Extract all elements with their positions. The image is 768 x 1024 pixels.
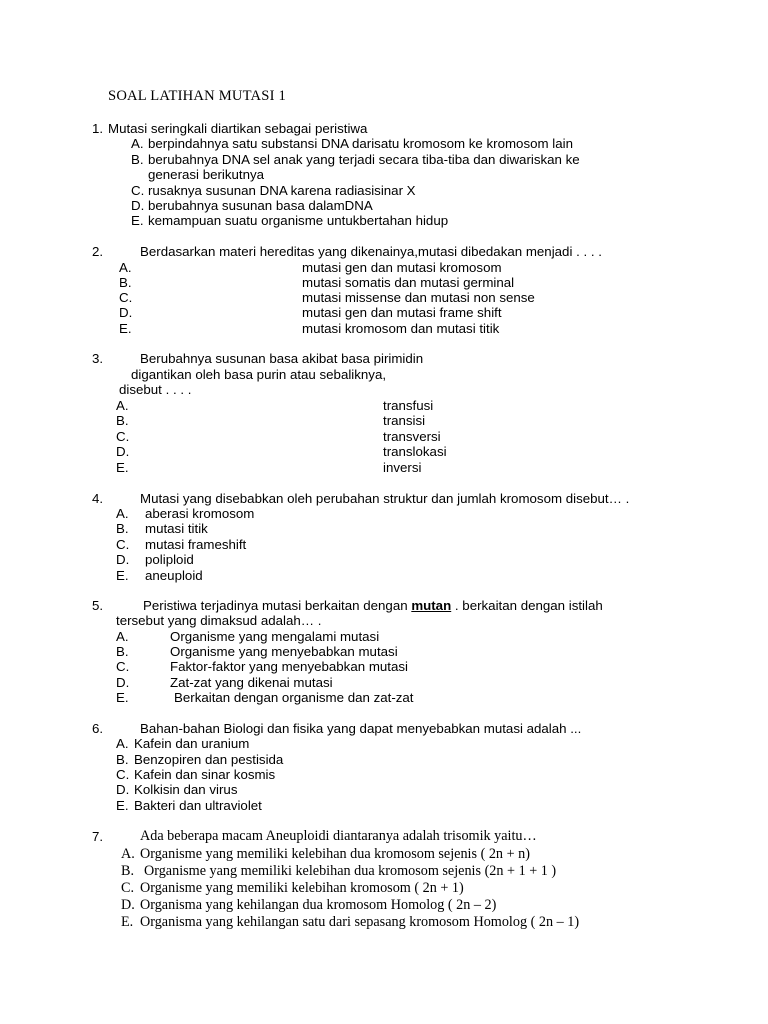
option-letter: D. [119, 305, 133, 320]
option-text: Kafein dan sinar kosmis [134, 767, 276, 782]
option-text: rusaknya susunan DNA karena radiasisinar X [148, 183, 416, 198]
option-text: mutasi gen dan mutasi kromosom [302, 260, 502, 275]
option-letter: B. [119, 275, 132, 290]
option-text: transfusi [383, 398, 434, 413]
question-text-continued: digantikan oleh basa purin atau sebaliknya, [131, 367, 387, 382]
question-text [143, 598, 603, 613]
option-text: transversi [383, 429, 441, 444]
option-letter: A. [131, 136, 144, 151]
option-text: mutasi missense dan mutasi non sense [302, 290, 535, 305]
option-letter: D. [116, 675, 130, 690]
option-text: aberasi kromosom [145, 506, 255, 521]
option-letter: A. [116, 398, 129, 413]
option-letter: A. [121, 846, 135, 862]
option-letter: E. [119, 321, 132, 336]
question-text: Berubahnya susunan basa akibat basa pirimidin [140, 351, 424, 366]
option-text: Organisme yang memiliki kelebihan dua kromosom sejenis (2n + 1 + 1 ) [144, 863, 557, 879]
option-letter: B. [116, 521, 129, 536]
question-text-part: Peristiwa terjadinya mutasi berkaitan dengan [143, 598, 412, 613]
option-letter: E. [116, 460, 129, 475]
option-text: Kafein dan uranium [134, 736, 250, 751]
option-letter: A. [116, 736, 129, 751]
option-letter: C. [116, 659, 130, 674]
option-text: mutasi titik [145, 521, 208, 536]
option-text: Organisme yang memiliki kelebihan kromosom ( 2n + 1) [140, 880, 464, 896]
question-number: 2. [92, 244, 104, 259]
option-letter: A. [119, 260, 132, 275]
option-text: Benzopiren dan pestisida [134, 752, 284, 767]
question-text-part: . berkaitan dengan istilah [451, 598, 603, 613]
option-text: translokasi [383, 444, 447, 459]
option-letter: A. [116, 629, 129, 644]
option-letter: E. [131, 213, 144, 228]
option-letter: D. [116, 444, 130, 459]
option-text: Organisme yang memiliki kelebihan dua kromosom sejenis ( 2n + n) [140, 846, 530, 862]
option-text: inversi [383, 460, 422, 475]
option-letter: C. [116, 767, 130, 782]
question-number: 1. [92, 121, 104, 136]
option-letter: B. [131, 152, 144, 167]
option-letter: B. [116, 644, 129, 659]
option-letter: E. [116, 568, 129, 583]
option-text: Zat-zat yang dikenai mutasi [170, 675, 333, 690]
option-text: mutasi frameshift [145, 537, 247, 552]
option-text: mutasi somatis dan mutasi germinal [302, 275, 515, 290]
question-text: Mutasi seringkali diartikan sebagai peristiwa [108, 121, 368, 136]
option-text: berubahnya susunan basa dalamDNA [148, 198, 373, 213]
option-text: Faktor-faktor yang menyebabkan mutasi [170, 659, 408, 674]
option-letter: E. [116, 690, 129, 705]
option-text: Kolkisin dan virus [134, 782, 238, 797]
option-text: mutasi kromosom dan mutasi titik [302, 321, 500, 336]
option-letter: C. [121, 880, 135, 896]
option-letter: E. [121, 914, 134, 930]
option-letter: A. [116, 506, 129, 521]
option-letter: C. [119, 290, 133, 305]
option-text: Organisma yang kehilangan dua kromosom Homolog ( 2n – 2) [140, 897, 497, 913]
question-number: 7. [92, 829, 104, 844]
option-text: poliploid [145, 552, 194, 567]
option-text: Bakteri dan ultraviolet [134, 798, 262, 813]
question-text-continued: disebut . . . . [119, 382, 192, 397]
question-text-continued: tersebut yang dimaksud adalah… . [116, 613, 322, 628]
question-number: 4. [92, 491, 104, 506]
option-text: kemampuan suatu organisme untukbertahan hidup [148, 213, 449, 228]
option-letter: E. [116, 798, 129, 813]
question-text: Ada beberapa macam Aneuploidi diantaranya adalah trisomik yaitu… [140, 828, 537, 844]
page-title: SOAL LATIHAN MUTASI 1 [108, 88, 287, 104]
option-letter: B. [116, 413, 129, 428]
question-number: 3. [92, 351, 104, 366]
option-letter: B. [116, 752, 129, 767]
option-letter: D. [116, 782, 130, 797]
option-letter: C. [116, 429, 130, 444]
question-text: Berdasarkan materi hereditas yang dikenainya,mutasi dibedakan menjadi . . . . [140, 244, 602, 259]
question-text: Bahan-bahan Biologi dan fisika yang dapat menyebabkan mutasi adalah ... [140, 721, 582, 736]
option-text: mutasi gen dan mutasi frame shift [302, 305, 502, 320]
option-text: Organisme yang mengalami mutasi [170, 629, 380, 644]
option-text-continued: generasi berikutnya [148, 167, 265, 182]
option-text: berpindahnya satu substansi DNA darisatu kromosom ke kromosom lain [148, 136, 573, 151]
option-text: berubahnya DNA sel anak yang terjadi secara tiba-tiba dan diwariskan ke [148, 152, 580, 167]
keyword-mutan: mutan [411, 598, 452, 613]
option-text: Organisme yang menyebabkan mutasi [170, 644, 398, 659]
question-number: 5. [92, 598, 104, 613]
option-letter: C. [116, 537, 130, 552]
option-letter: B. [121, 863, 135, 879]
option-letter: C. [131, 183, 145, 198]
option-text: aneuploid [145, 568, 203, 583]
question-text: Mutasi yang disebabkan oleh perubahan struktur dan jumlah kromosom disebut… . [140, 491, 630, 506]
option-text: transisi [383, 413, 426, 428]
option-letter: D. [121, 897, 135, 913]
option-letter: D. [131, 198, 145, 213]
option-text: Organisma yang kehilangan satu dari sepasang kromosom Homolog ( 2n – 1) [140, 914, 580, 930]
option-letter: D. [116, 552, 130, 567]
question-number: 6. [92, 721, 104, 736]
option-text: Berkaitan dengan organisme dan zat-zat [174, 690, 414, 705]
